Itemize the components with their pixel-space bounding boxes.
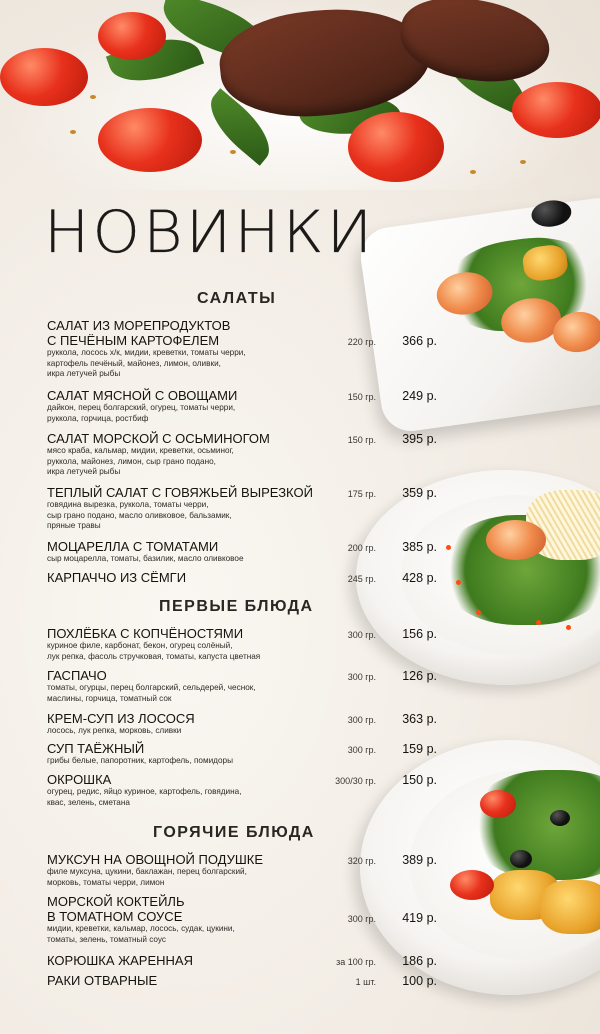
menu-item — [47, 668, 442, 704]
menu-item — [47, 741, 442, 767]
menu-item — [47, 570, 442, 585]
item-name: ПОХЛЁБКА С КОПЧЁНОСТЯМИ — [47, 626, 244, 641]
item-weight: 245 гр. — [347, 574, 376, 584]
item-price: 419 р. — [402, 911, 437, 925]
menu-title: НОВИНКИ — [44, 198, 376, 266]
item-description: мидии, креветки, кальмар, лосось, судак, цукини, — [47, 924, 235, 933]
item-price: 395 р. — [402, 432, 437, 446]
menu-item — [47, 894, 442, 945]
item-description: грибы белые, папоротник, картофель, помидоры — [47, 756, 233, 765]
item-description: руккола, лосось х/к, мидии, креветки, томаты черри, — [47, 348, 246, 357]
menu-item — [47, 318, 442, 380]
item-description: руккола, горчица, ростбиф — [47, 413, 149, 423]
item-weight: 320 гр. — [347, 856, 376, 866]
item-description: руккола, майонез, лимон, сыр грано подано, — [47, 456, 216, 466]
item-description: лосось, лук репка, морковь, сливки — [47, 726, 182, 735]
item-name: В ТОМАТНОМ СОУСЕ — [47, 909, 183, 924]
menu-item — [47, 711, 442, 737]
item-weight: 300 гр. — [347, 672, 376, 682]
item-name: МУКСУН НА ОВОЩНОЙ ПОДУШКЕ — [47, 852, 264, 867]
menu-item — [47, 973, 442, 988]
item-price: 385 р. — [402, 540, 437, 554]
item-name: САЛАТ МЯСНОЙ С ОВОЩАМИ — [47, 388, 238, 403]
item-description: сыр моцарелла, томаты, базилик, масло оливковое — [47, 554, 244, 563]
item-description: томаты, огурцы, перец болгарский, сельдерей, чеснок, — [47, 683, 256, 692]
item-description: огурец, редис, яйцо куриное, картофель, говядина, — [47, 787, 242, 796]
item-weight: 300 гр. — [347, 715, 376, 725]
item-description: морковь, томаты черри, лимон — [47, 877, 165, 887]
item-description: картофель печёный, майонез, лимон, оливки, — [47, 358, 221, 368]
menu-item — [47, 431, 442, 478]
item-price: 159 р. — [402, 742, 437, 756]
item-price: 100 р. — [402, 974, 437, 988]
menu-item — [47, 388, 442, 424]
item-weight: 150 гр. — [347, 392, 376, 402]
item-price: 126 р. — [402, 669, 437, 683]
item-description: томаты, зелень, томатный соус — [47, 934, 166, 944]
item-price: 366 р. — [402, 334, 437, 348]
item-weight: 300 гр. — [347, 745, 376, 755]
item-price: 249 р. — [402, 389, 437, 403]
menu-item — [47, 772, 442, 808]
menu-item — [47, 852, 442, 888]
item-weight: 300 гр. — [347, 630, 376, 640]
item-weight: 175 гр. — [347, 489, 376, 499]
item-description: пряные травы — [47, 521, 101, 530]
menu-item — [47, 485, 442, 532]
item-price: 363 р. — [402, 712, 437, 726]
item-name: СУП ТАЁЖНЫЙ — [47, 741, 145, 756]
item-price: 150 р. — [402, 773, 437, 787]
item-price: 428 р. — [402, 571, 437, 585]
item-weight: за 100 гр. — [336, 957, 376, 967]
item-description: икра летучей рыбы — [47, 369, 121, 378]
menu-item — [47, 626, 442, 662]
item-name: КРЕМ-СУП ИЗ ЛОСОСЯ — [47, 711, 195, 726]
item-price: 156 р. — [402, 627, 437, 641]
item-name: САЛАТ ИЗ МОРЕПРОДУКТОВ — [47, 318, 231, 333]
item-name: МОРСКОЙ КОКТЕЙЛЬ — [47, 894, 185, 909]
item-price: 389 р. — [402, 853, 437, 867]
item-description: филе муксуна, цукини, баклажан, перец болгарский, — [47, 867, 247, 876]
menu-item — [47, 539, 442, 565]
item-weight: 1 шт. — [355, 977, 376, 987]
item-description: мясо краба, кальмар, мидии, креветки, осьминог, — [47, 446, 234, 455]
item-description: лук репка, фасоль стручковая, томаты, капуста цветная — [47, 651, 261, 661]
section-title-first-courses: ПЕРВЫЕ БЛЮДА — [159, 598, 314, 615]
item-name: КАРПАЧЧО ИЗ СЁМГИ — [47, 570, 187, 585]
menu-item — [47, 953, 442, 968]
item-description: икра летучей рыбы — [47, 467, 121, 476]
item-description: говядина вырезка, руккола, томаты черри, — [47, 500, 209, 509]
item-name: РАКИ ОТВАРНЫЕ — [47, 973, 158, 988]
item-description: дайкон, перец болгарский, огурец, томаты черри, — [47, 403, 236, 412]
item-name: МОЦАРЕЛЛА С ТОМАТАМИ — [47, 539, 219, 554]
item-name: С ПЕЧЁНЫМ КАРТОФЕЛЕМ — [47, 333, 220, 348]
section-title-salads: САЛАТЫ — [197, 290, 277, 307]
item-weight: 200 гр. — [347, 543, 376, 553]
item-description: квас, зелень, сметана — [47, 797, 130, 807]
item-description: маслины, горчица, томатный сок — [47, 693, 172, 703]
item-price: 186 р. — [402, 954, 437, 968]
item-price: 359 р. — [402, 486, 437, 500]
item-weight: 150 гр. — [347, 435, 376, 445]
item-description: куриное филе, карбонат, бекон, огурец солёный, — [47, 641, 233, 650]
item-weight: 220 гр. — [347, 337, 376, 347]
item-name: КОРЮШКА ЖАРЕННАЯ — [47, 953, 193, 968]
item-weight: 300/30 гр. — [335, 776, 376, 786]
item-name: ОКРОШКА — [47, 772, 112, 787]
item-name: ТЕПЛЫЙ САЛАТ С ГОВЯЖЬЕЙ ВЫРЕЗКОЙ — [47, 485, 313, 500]
item-name: ГАСПАЧО — [47, 668, 107, 683]
section-title-hot-dishes: ГОРЯЧИЕ БЛЮДА — [153, 824, 315, 841]
item-name: САЛАТ МОРСКОЙ С ОСЬМИНОГОМ — [47, 431, 270, 446]
beef-salad-photo — [0, 0, 600, 190]
item-weight: 300 гр. — [347, 914, 376, 924]
item-description: сыр грано подано, масло оливковое, бальзамик, — [47, 510, 232, 520]
